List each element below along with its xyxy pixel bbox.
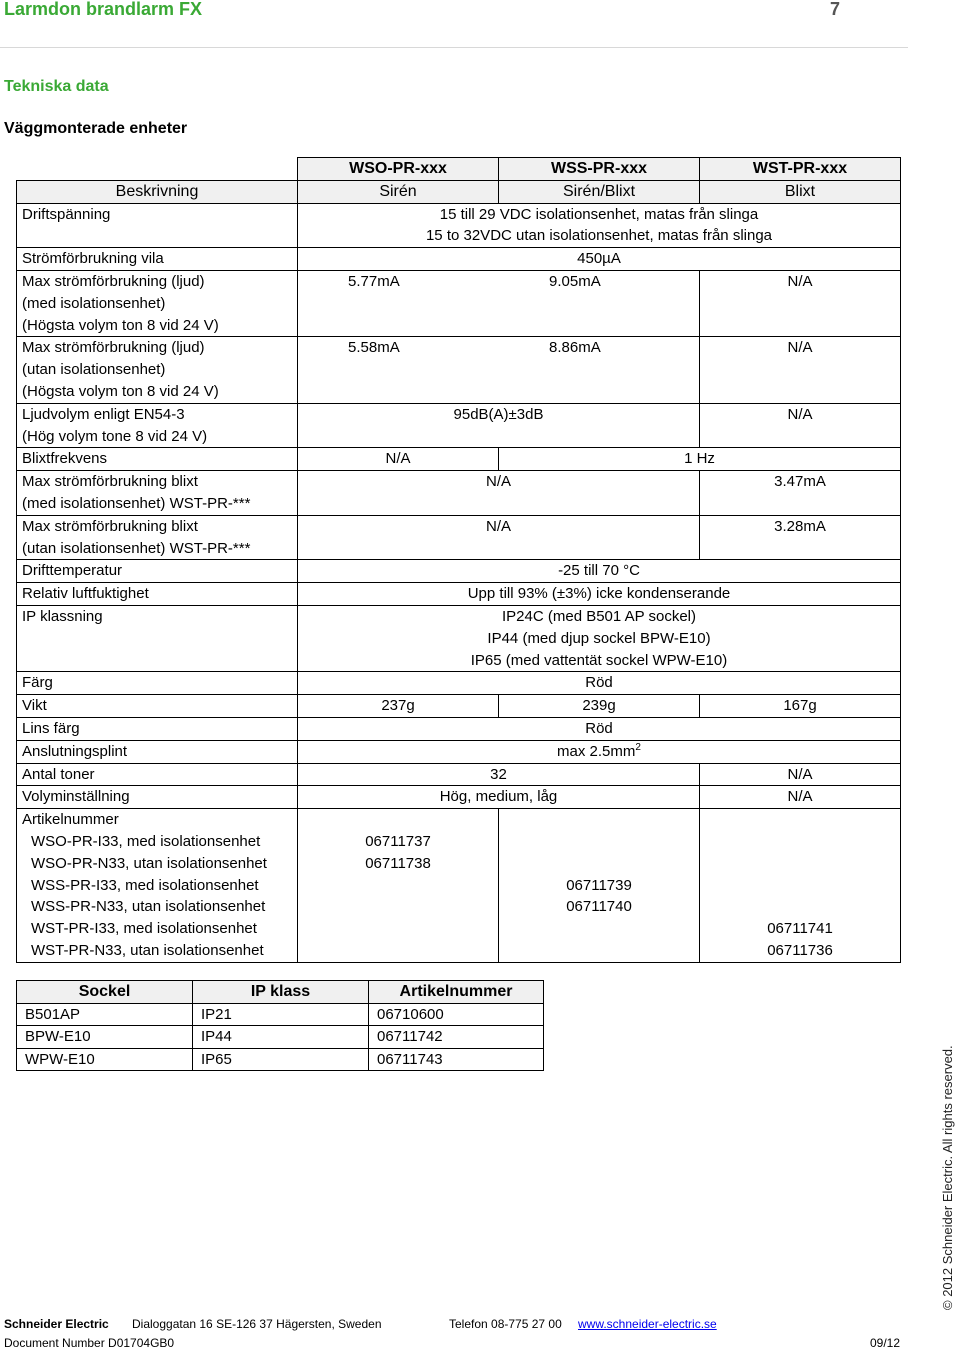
cell-empty bbox=[700, 315, 901, 337]
row-vikt bbox=[17, 695, 901, 718]
row-anslutning bbox=[17, 740, 901, 763]
article-number: 06711737 bbox=[298, 831, 499, 853]
cell-all: 15 till 29 VDC isolationsenhet, matas från slinga bbox=[298, 203, 901, 225]
row-artikel-3 bbox=[17, 875, 901, 897]
sockel-ip: IP44 bbox=[193, 1026, 369, 1049]
article-name: WSS-PR-I33, med isolationsenhet bbox=[17, 875, 298, 897]
sockel-header-row bbox=[17, 981, 544, 1004]
row-artikel-header bbox=[17, 809, 901, 831]
anslutning-value: max 2.5mm bbox=[557, 742, 636, 760]
cell-empty bbox=[298, 538, 700, 560]
cell-wss-wst: 1 Hz bbox=[499, 448, 901, 471]
sockel-name: B501AP bbox=[17, 1003, 193, 1026]
spec-header-row bbox=[17, 158, 901, 181]
row-blixt-utan-2 bbox=[17, 538, 901, 560]
row-ljud-med-2 bbox=[17, 293, 901, 315]
row-label-cont: (med isolationsenhet) bbox=[17, 293, 298, 315]
row-driftspanning-2 bbox=[17, 225, 901, 247]
row-ljud-utan-2 bbox=[17, 359, 901, 381]
article-name: WSS-PR-N33, utan isolationsenhet bbox=[17, 896, 298, 918]
row-ljud-med bbox=[17, 270, 901, 292]
value-wss: 8.86mA bbox=[549, 339, 601, 357]
sockel-name: BPW-E10 bbox=[17, 1026, 193, 1049]
row-label-cont: (Högsta volym ton 8 vid 24 V) bbox=[17, 315, 298, 337]
article-name: WSO-PR-I33, med isolationsenhet bbox=[17, 831, 298, 853]
row-label: Lins färg bbox=[17, 717, 298, 740]
row-ljud-utan-3 bbox=[17, 381, 901, 403]
article-number: 06711736 bbox=[700, 940, 901, 962]
row-label-cont: (Hög volym tone 8 vid 24 V) bbox=[17, 426, 298, 448]
row-label: Drifttemperatur bbox=[17, 560, 298, 583]
cell-all: 15 to 32VDC utan isolationsenhet, matas från slinga bbox=[298, 225, 901, 247]
row-luftfuktighet bbox=[17, 583, 901, 606]
row-label: Artikelnummer bbox=[17, 809, 298, 831]
cell-wst: Blixt bbox=[700, 180, 901, 203]
cell-all: Upp till 93% (±3%) icke kondenserande bbox=[298, 583, 901, 606]
article-number: 06711740 bbox=[499, 896, 700, 918]
cell-wst: N/A bbox=[700, 337, 901, 359]
cell-wso-wss: Hög, medium, låg bbox=[298, 786, 700, 809]
value-wss: 9.05mA bbox=[549, 272, 601, 290]
row-label: Max strömförbrukning blixt bbox=[17, 471, 298, 493]
footer-document-number: Document Number D01704GB0 bbox=[4, 1336, 175, 1350]
row-volym bbox=[17, 786, 901, 809]
row-label-cont bbox=[17, 225, 298, 247]
cell-wst: 3.28mA bbox=[700, 515, 901, 537]
cell-wst: N/A bbox=[700, 763, 901, 786]
row-label: Antal toner bbox=[17, 763, 298, 786]
cell-empty bbox=[700, 875, 901, 897]
row-farg bbox=[17, 672, 901, 695]
subsection-title: Väggmonterade enheter bbox=[4, 120, 188, 137]
cell-all: Röd bbox=[298, 672, 901, 695]
cell-empty bbox=[298, 896, 499, 918]
sockel-row bbox=[17, 1026, 544, 1049]
row-ljud-utan bbox=[17, 337, 901, 359]
cell-empty bbox=[298, 381, 700, 403]
row-artikel-6 bbox=[17, 940, 901, 962]
row-toner bbox=[17, 763, 901, 786]
col-header-wst: WST-PR-xxx bbox=[700, 158, 901, 181]
cell-empty bbox=[700, 538, 901, 560]
row-label: Volyminställning bbox=[17, 786, 298, 809]
ipklass-col-header: IP klass bbox=[193, 981, 369, 1004]
cell-wso-wss: N/A bbox=[298, 471, 700, 493]
col-header-wso: WSO-PR-xxx bbox=[298, 158, 499, 181]
cell-all: IP44 (med djup sockel BPW-E10) bbox=[298, 628, 901, 650]
cell-all: -25 till 70 °C bbox=[298, 560, 901, 583]
cell-empty bbox=[700, 293, 901, 315]
footer-phone: Telefon 08-775 27 00 bbox=[449, 1317, 562, 1331]
cell-empty bbox=[298, 918, 499, 940]
article-number: 06711738 bbox=[298, 853, 499, 875]
anslutning-sup: 2 bbox=[635, 741, 641, 753]
row-artikel-4 bbox=[17, 896, 901, 918]
cell-wso-wss: 95dB(A)±3dB bbox=[298, 403, 700, 425]
footer-company: Schneider Electric bbox=[4, 1317, 109, 1331]
row-ljud-med-3 bbox=[17, 315, 901, 337]
row-lins bbox=[17, 717, 901, 740]
row-label: Beskrivning bbox=[17, 180, 298, 203]
value-wso: 5.58mA bbox=[348, 339, 400, 357]
document-title: Larmdon brandlarm FX bbox=[4, 0, 203, 19]
cell-wss: 239g bbox=[499, 695, 700, 718]
cell-empty bbox=[700, 853, 901, 875]
row-label: Blixtfrekvens bbox=[17, 448, 298, 471]
row-blixt-utan bbox=[17, 515, 901, 537]
row-label-cont: (Högsta volym ton 8 vid 24 V) bbox=[17, 381, 298, 403]
cell-empty bbox=[298, 315, 700, 337]
cell-empty bbox=[700, 359, 901, 381]
cell-wst: 167g bbox=[700, 695, 901, 718]
row-label-cont: (utan isolationsenhet) WST-PR-*** bbox=[17, 538, 298, 560]
row-label-cont bbox=[17, 650, 298, 672]
row-blixtfrekvens bbox=[17, 448, 901, 471]
row-label: Relativ luftfuktighet bbox=[17, 583, 298, 606]
header-divider bbox=[0, 47, 908, 48]
article-number: 06711741 bbox=[700, 918, 901, 940]
cell-wss: Sirén/Blixt bbox=[499, 180, 700, 203]
row-driftspanning bbox=[17, 203, 901, 225]
row-artikel-5 bbox=[17, 918, 901, 940]
row-label-cont: (med isolationsenhet) WST-PR-*** bbox=[17, 493, 298, 515]
row-label: Vikt bbox=[17, 695, 298, 718]
artikel-col-header: Artikelnummer bbox=[369, 981, 544, 1004]
cell-empty bbox=[499, 853, 700, 875]
footer-address: Dialoggatan 16 SE-126 37 Hägersten, Sweden bbox=[132, 1317, 382, 1331]
sockel-number: 06710600 bbox=[369, 1003, 544, 1026]
row-label-cont bbox=[17, 628, 298, 650]
cell-empty bbox=[700, 809, 901, 831]
page-number: 7 bbox=[830, 0, 841, 19]
cell-wst: 3.47mA bbox=[700, 471, 901, 493]
col-header-wss: WSS-PR-xxx bbox=[499, 158, 700, 181]
row-label: Max strömförbrukning (ljud) bbox=[17, 270, 298, 292]
cell-empty bbox=[700, 493, 901, 515]
spec-table bbox=[16, 157, 901, 963]
row-blixt-med bbox=[17, 471, 901, 493]
cell-empty bbox=[499, 940, 700, 962]
cell-wso-wss bbox=[298, 270, 700, 292]
cell-empty bbox=[499, 918, 700, 940]
row-blixt-med-2 bbox=[17, 493, 901, 515]
cell-wst: N/A bbox=[700, 403, 901, 425]
row-drifttemperatur bbox=[17, 560, 901, 583]
cell-all: 450µA bbox=[298, 248, 901, 271]
cell-empty bbox=[499, 809, 700, 831]
sockel-row bbox=[17, 1048, 544, 1071]
row-ip bbox=[17, 605, 901, 627]
row-artikel-2 bbox=[17, 853, 901, 875]
cell-empty bbox=[298, 359, 700, 381]
copyright-notice: © 2012 Schneider Electric. All rights reserved. bbox=[940, 1045, 955, 1310]
cell-empty bbox=[298, 426, 700, 448]
cell-empty bbox=[700, 831, 901, 853]
row-label: Färg bbox=[17, 672, 298, 695]
row-label: Max strömförbrukning (ljud) bbox=[17, 337, 298, 359]
cell-all: IP65 (med vattentät sockel WPW-E10) bbox=[298, 650, 901, 672]
cell-empty bbox=[298, 875, 499, 897]
sockel-table bbox=[16, 980, 544, 1071]
row-label-cont: (utan isolationsenhet) bbox=[17, 359, 298, 381]
cell-empty bbox=[700, 381, 901, 403]
cell-empty bbox=[700, 896, 901, 918]
row-label: Anslutningsplint bbox=[17, 740, 298, 763]
cell-all: Röd bbox=[298, 717, 901, 740]
cell-all: IP24C (med B501 AP sockel) bbox=[298, 605, 901, 627]
row-ljudvolym-2 bbox=[17, 426, 901, 448]
row-label: Driftspänning bbox=[17, 203, 298, 225]
section-title: Tekniska data bbox=[4, 78, 109, 95]
cell-empty bbox=[298, 493, 700, 515]
row-ip-2 bbox=[17, 628, 901, 650]
article-name: WST-PR-N33, utan isolationsenhet bbox=[17, 940, 298, 962]
sockel-row bbox=[17, 1003, 544, 1026]
sockel-number: 06711742 bbox=[369, 1026, 544, 1049]
sockel-col-header: Sockel bbox=[17, 981, 193, 1004]
row-beskrivning bbox=[17, 180, 901, 203]
sockel-number: 06711743 bbox=[369, 1048, 544, 1071]
row-label: Max strömförbrukning blixt bbox=[17, 515, 298, 537]
cell-wso-wss: N/A bbox=[298, 515, 700, 537]
article-name: WSO-PR-N33, utan isolationsenhet bbox=[17, 853, 298, 875]
row-artikel-1 bbox=[17, 831, 901, 853]
cell-empty bbox=[700, 426, 901, 448]
cell-empty bbox=[298, 809, 499, 831]
sockel-ip: IP65 bbox=[193, 1048, 369, 1071]
footer-date: 09/12 bbox=[870, 1336, 901, 1350]
cell-wst: N/A bbox=[700, 270, 901, 292]
cell-wst: N/A bbox=[700, 786, 901, 809]
cell-empty bbox=[298, 293, 700, 315]
spec-corner bbox=[17, 158, 298, 181]
row-label: Strömförbrukning vila bbox=[17, 248, 298, 271]
row-vila bbox=[17, 248, 901, 271]
sockel-name: WPW-E10 bbox=[17, 1048, 193, 1071]
row-ip-3 bbox=[17, 650, 901, 672]
cell-empty bbox=[499, 831, 700, 853]
row-label: IP klassning bbox=[17, 605, 298, 627]
row-ljudvolym bbox=[17, 403, 901, 425]
cell-wso: 237g bbox=[298, 695, 499, 718]
cell-empty bbox=[298, 940, 499, 962]
article-name: WST-PR-I33, med isolationsenhet bbox=[17, 918, 298, 940]
cell-wso-wss: 32 bbox=[298, 763, 700, 786]
article-number: 06711739 bbox=[499, 875, 700, 897]
sockel-ip: IP21 bbox=[193, 1003, 369, 1026]
footer-website-link[interactable]: www.schneider-electric.se bbox=[578, 1317, 717, 1331]
cell-wso: Sirén bbox=[298, 180, 499, 203]
cell-wso-wss bbox=[298, 337, 700, 359]
row-label: Ljudvolym enligt EN54-3 bbox=[17, 403, 298, 425]
value-wso: 5.77mA bbox=[348, 272, 400, 290]
cell-wso: N/A bbox=[298, 448, 499, 471]
cell-all bbox=[298, 740, 901, 763]
